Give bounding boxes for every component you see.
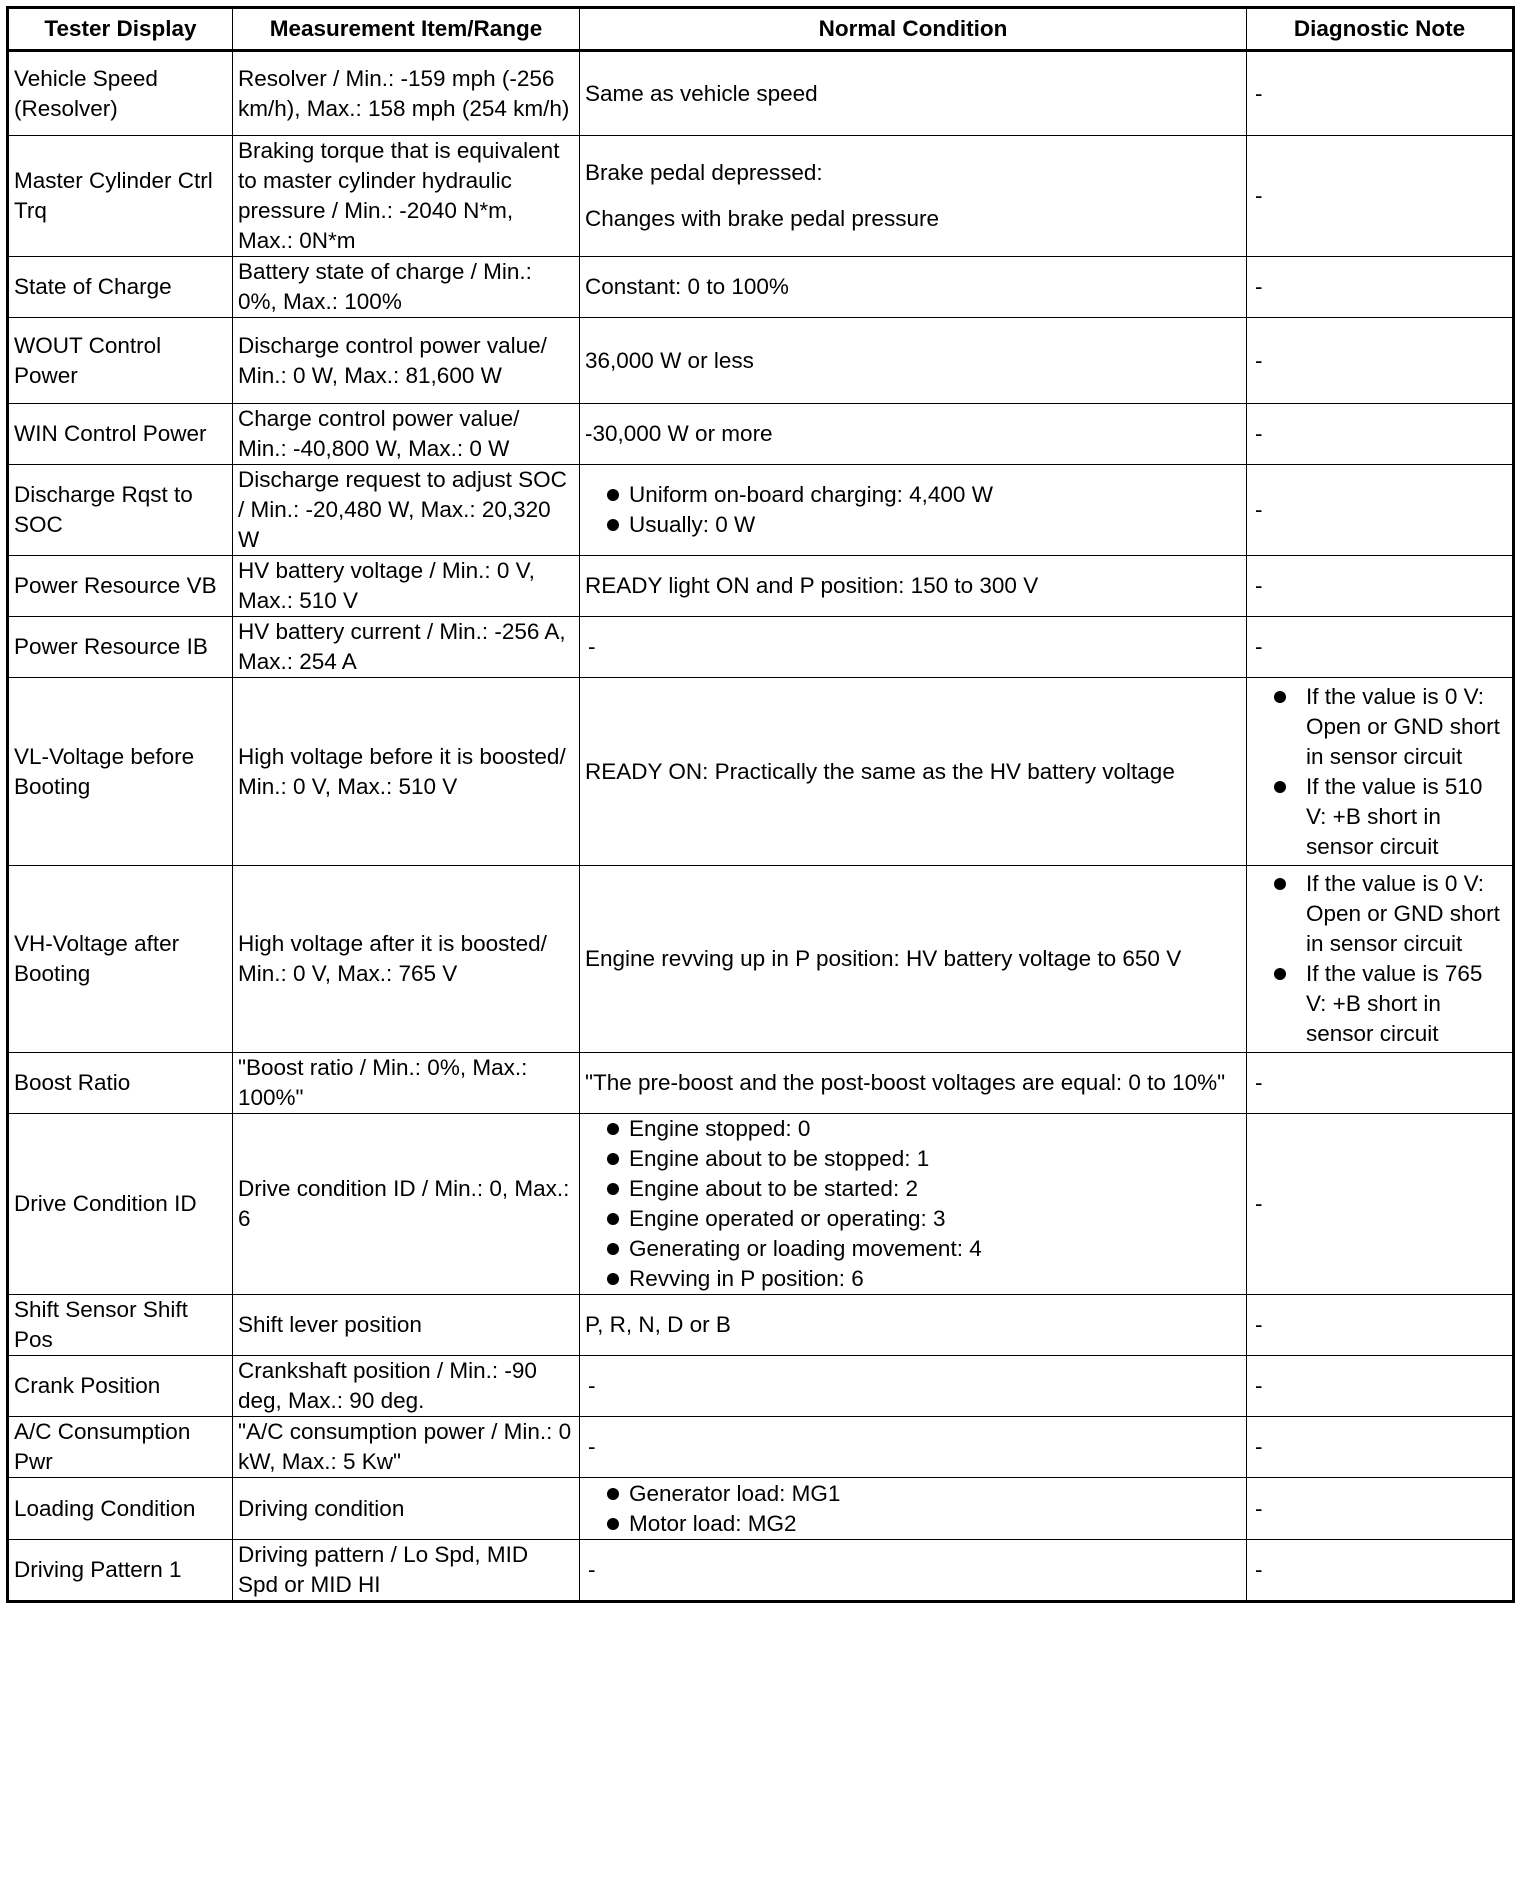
table-body xyxy=(8,51,1514,1602)
normal-condition-cell xyxy=(580,318,1247,404)
measurement-range-cell: Resolver / Min.: -159 mph (-256 km/h), Max.: 158 mph (254 km/h) xyxy=(233,51,580,136)
table-row xyxy=(8,1356,1514,1417)
diagnostic-note-cell xyxy=(1247,678,1514,866)
measurement-range-cell: Discharge control power value/ Min.: 0 W, Max.: 81,600 W xyxy=(233,318,580,404)
tester-display-cell: Drive Condition ID xyxy=(8,1114,233,1295)
header-row xyxy=(8,8,1514,51)
diagnostic-note-cell: - xyxy=(1247,617,1514,678)
normal-condition-cell xyxy=(580,136,1247,257)
table-row xyxy=(8,318,1514,404)
tester-display-cell: Power Resource IB xyxy=(8,617,233,678)
tester-display-cell: Power Resource VB xyxy=(8,556,233,617)
table-row xyxy=(8,1540,1514,1602)
normal-condition-text: Engine revving up in P position: HV battery voltage to 650 V xyxy=(585,946,1182,971)
normal-condition-text: - xyxy=(588,1373,596,1398)
tester-display-cell: Loading Condition xyxy=(8,1478,233,1540)
measurement-range-cell: Battery state of charge / Min.: 0%, Max.: 100% xyxy=(233,257,580,318)
table-row xyxy=(8,1114,1514,1295)
normal-condition-cell xyxy=(580,1053,1247,1114)
normal-condition-item: Generator load: MG1 xyxy=(585,1479,1241,1509)
table-row xyxy=(8,404,1514,465)
diagnostic-note-cell: - xyxy=(1247,136,1514,257)
table-row xyxy=(8,678,1514,866)
normal-condition-text: -30,000 W or more xyxy=(585,421,773,446)
tester-display-cell: Master Cylinder Ctrl Trq xyxy=(8,136,233,257)
normal-condition-item: Generating or loading movement: 4 xyxy=(585,1234,1241,1264)
measurement-range-cell: Shift lever position xyxy=(233,1295,580,1356)
header-normal-condition: Normal Condition xyxy=(580,8,1247,51)
measurement-range-cell: High voltage after it is boosted/ Min.: 0 V, Max.: 765 V xyxy=(233,866,580,1053)
normal-condition-cell xyxy=(580,1114,1247,1295)
measurement-range-cell: Driving condition xyxy=(233,1478,580,1540)
tester-display-cell: Discharge Rqst to SOC xyxy=(8,465,233,556)
measurement-range-cell: "A/C consumption power / Min.: 0 kW, Max.: 5 Kw" xyxy=(233,1417,580,1478)
header-tester-display: Tester Display xyxy=(8,8,233,51)
table-row xyxy=(8,136,1514,257)
normal-condition-item: Usually: 0 W xyxy=(585,510,1241,540)
table-row xyxy=(8,51,1514,136)
normal-condition-list xyxy=(585,480,1241,540)
diagnostic-note-item: If the value is 510 V: +B short in sensor circuit xyxy=(1252,772,1507,862)
header-measurement-range: Measurement Item/Range xyxy=(233,8,580,51)
tester-display-cell: Vehicle Speed (Resolver) xyxy=(8,51,233,136)
normal-condition-item: Motor load: MG2 xyxy=(585,1509,1241,1539)
diagnostic-data-table xyxy=(6,6,1515,1603)
table-row xyxy=(8,465,1514,556)
tester-display-cell: Driving Pattern 1 xyxy=(8,1540,233,1602)
measurement-range-cell: Braking torque that is equivalent to master cylinder hydraulic pressure / Min.: -2040 N*m, Max.: 0N*m xyxy=(233,136,580,257)
tester-display-cell: WOUT Control Power xyxy=(8,318,233,404)
normal-condition-text: - xyxy=(588,1434,596,1459)
normal-condition-text: "The pre-boost and the post-boost voltages are equal: 0 to 10%" xyxy=(585,1070,1226,1095)
normal-condition-item: Engine stopped: 0 xyxy=(585,1114,1241,1144)
normal-condition-cell xyxy=(580,257,1247,318)
normal-condition-item: Uniform on-board charging: 4,400 W xyxy=(585,480,1241,510)
table-row xyxy=(8,1295,1514,1356)
tester-display-cell: Boost Ratio xyxy=(8,1053,233,1114)
normal-condition-cell xyxy=(580,1295,1247,1356)
tester-display-cell: Crank Position xyxy=(8,1356,233,1417)
diagnostic-note-cell: - xyxy=(1247,1417,1514,1478)
diagnostic-note-item: If the value is 0 V: Open or GND short in sensor circuit xyxy=(1252,869,1507,959)
normal-condition-text: Constant: 0 to 100% xyxy=(585,274,789,299)
measurement-range-cell: Drive condition ID / Min.: 0, Max.: 6 xyxy=(233,1114,580,1295)
diagnostic-note-cell: - xyxy=(1247,1053,1514,1114)
normal-condition-text: 36,000 W or less xyxy=(585,347,754,373)
diagnostic-note-list xyxy=(1252,682,1507,862)
diagnostic-note-cell: - xyxy=(1247,1114,1514,1295)
tester-display-cell: A/C Consumption Pwr xyxy=(8,1417,233,1478)
header-diagnostic-note: Diagnostic Note xyxy=(1247,8,1514,51)
table-row xyxy=(8,257,1514,318)
measurement-range-cell: HV battery current / Min.: -256 A, Max.: 254 A xyxy=(233,617,580,678)
diagnostic-note-cell: - xyxy=(1247,51,1514,136)
table-row xyxy=(8,556,1514,617)
measurement-range-cell: HV battery voltage / Min.: 0 V, Max.: 510 V xyxy=(233,556,580,617)
normal-condition-text: READY light ON and P position: 150 to 300 V xyxy=(585,573,1039,598)
diagnostic-note-cell: - xyxy=(1247,1295,1514,1356)
diagnostic-note-cell: - xyxy=(1247,1478,1514,1540)
diagnostic-note-list xyxy=(1252,869,1507,1049)
table-row xyxy=(8,866,1514,1053)
table-row xyxy=(8,617,1514,678)
diagnostic-note-cell: - xyxy=(1247,465,1514,556)
normal-condition-list xyxy=(585,1479,1241,1539)
measurement-range-cell: "Boost ratio / Min.: 0%, Max.: 100%" xyxy=(233,1053,580,1114)
normal-condition-cell xyxy=(580,404,1247,465)
table-row xyxy=(8,1053,1514,1114)
diagnostic-note-cell: - xyxy=(1247,556,1514,617)
tester-display-cell: WIN Control Power xyxy=(8,404,233,465)
diagnostic-note-cell: - xyxy=(1247,1540,1514,1602)
normal-condition-cell xyxy=(580,556,1247,617)
tester-display-cell: VH-Voltage after Booting xyxy=(8,866,233,1053)
normal-condition-cell xyxy=(580,51,1247,136)
normal-condition-text: - xyxy=(588,634,596,659)
normal-condition-cell xyxy=(580,1417,1247,1478)
table-row xyxy=(8,1417,1514,1478)
normal-condition-text: Brake pedal depressed: xyxy=(585,160,823,185)
measurement-range-cell: High voltage before it is boosted/ Min.: 0 V, Max.: 510 V xyxy=(233,678,580,866)
normal-condition-text: Changes with brake pedal pressure xyxy=(585,206,939,231)
normal-condition-item: Engine about to be stopped: 1 xyxy=(585,1144,1241,1174)
measurement-range-cell: Discharge request to adjust SOC / Min.: -20,480 W, Max.: 20,320 W xyxy=(233,465,580,556)
normal-condition-cell xyxy=(580,866,1247,1053)
normal-condition-item: Engine operated or operating: 3 xyxy=(585,1204,1241,1234)
table-row xyxy=(8,1478,1514,1540)
normal-condition-cell xyxy=(580,617,1247,678)
normal-condition-cell xyxy=(580,1356,1247,1417)
measurement-range-cell: Crankshaft position / Min.: -90 deg, Max.: 90 deg. xyxy=(233,1356,580,1417)
normal-condition-text: - xyxy=(588,1557,596,1582)
normal-condition-cell xyxy=(580,1478,1247,1540)
normal-condition-item: Revving in P position: 6 xyxy=(585,1264,1241,1294)
diagnostic-note-cell: - xyxy=(1247,318,1514,404)
diagnostic-note-item: If the value is 0 V: Open or GND short in sensor circuit xyxy=(1252,682,1507,772)
diagnostic-note-item: If the value is 765 V: +B short in sensor circuit xyxy=(1252,959,1507,1049)
normal-condition-cell xyxy=(580,1540,1247,1602)
normal-condition-text: READY ON: Practically the same as the HV battery voltage xyxy=(585,758,1175,784)
tester-display-cell: VL-Voltage before Booting xyxy=(8,678,233,866)
normal-condition-list xyxy=(585,1114,1241,1294)
normal-condition-item: Engine about to be started: 2 xyxy=(585,1174,1241,1204)
tester-display-cell: State of Charge xyxy=(8,257,233,318)
normal-condition-cell xyxy=(580,678,1247,866)
measurement-range-cell: Driving pattern / Lo Spd, MID Spd or MID HI xyxy=(233,1540,580,1602)
tester-display-cell: Shift Sensor Shift Pos xyxy=(8,1295,233,1356)
normal-condition-text: P, R, N, D or B xyxy=(585,1312,731,1337)
diagnostic-note-cell xyxy=(1247,866,1514,1053)
normal-condition-text: Same as vehicle speed xyxy=(585,80,818,106)
normal-condition-cell xyxy=(580,465,1247,556)
measurement-range-cell: Charge control power value/ Min.: -40,800 W, Max.: 0 W xyxy=(233,404,580,465)
diagnostic-note-cell: - xyxy=(1247,404,1514,465)
diagnostic-note-cell: - xyxy=(1247,257,1514,318)
diagnostic-note-cell: - xyxy=(1247,1356,1514,1417)
